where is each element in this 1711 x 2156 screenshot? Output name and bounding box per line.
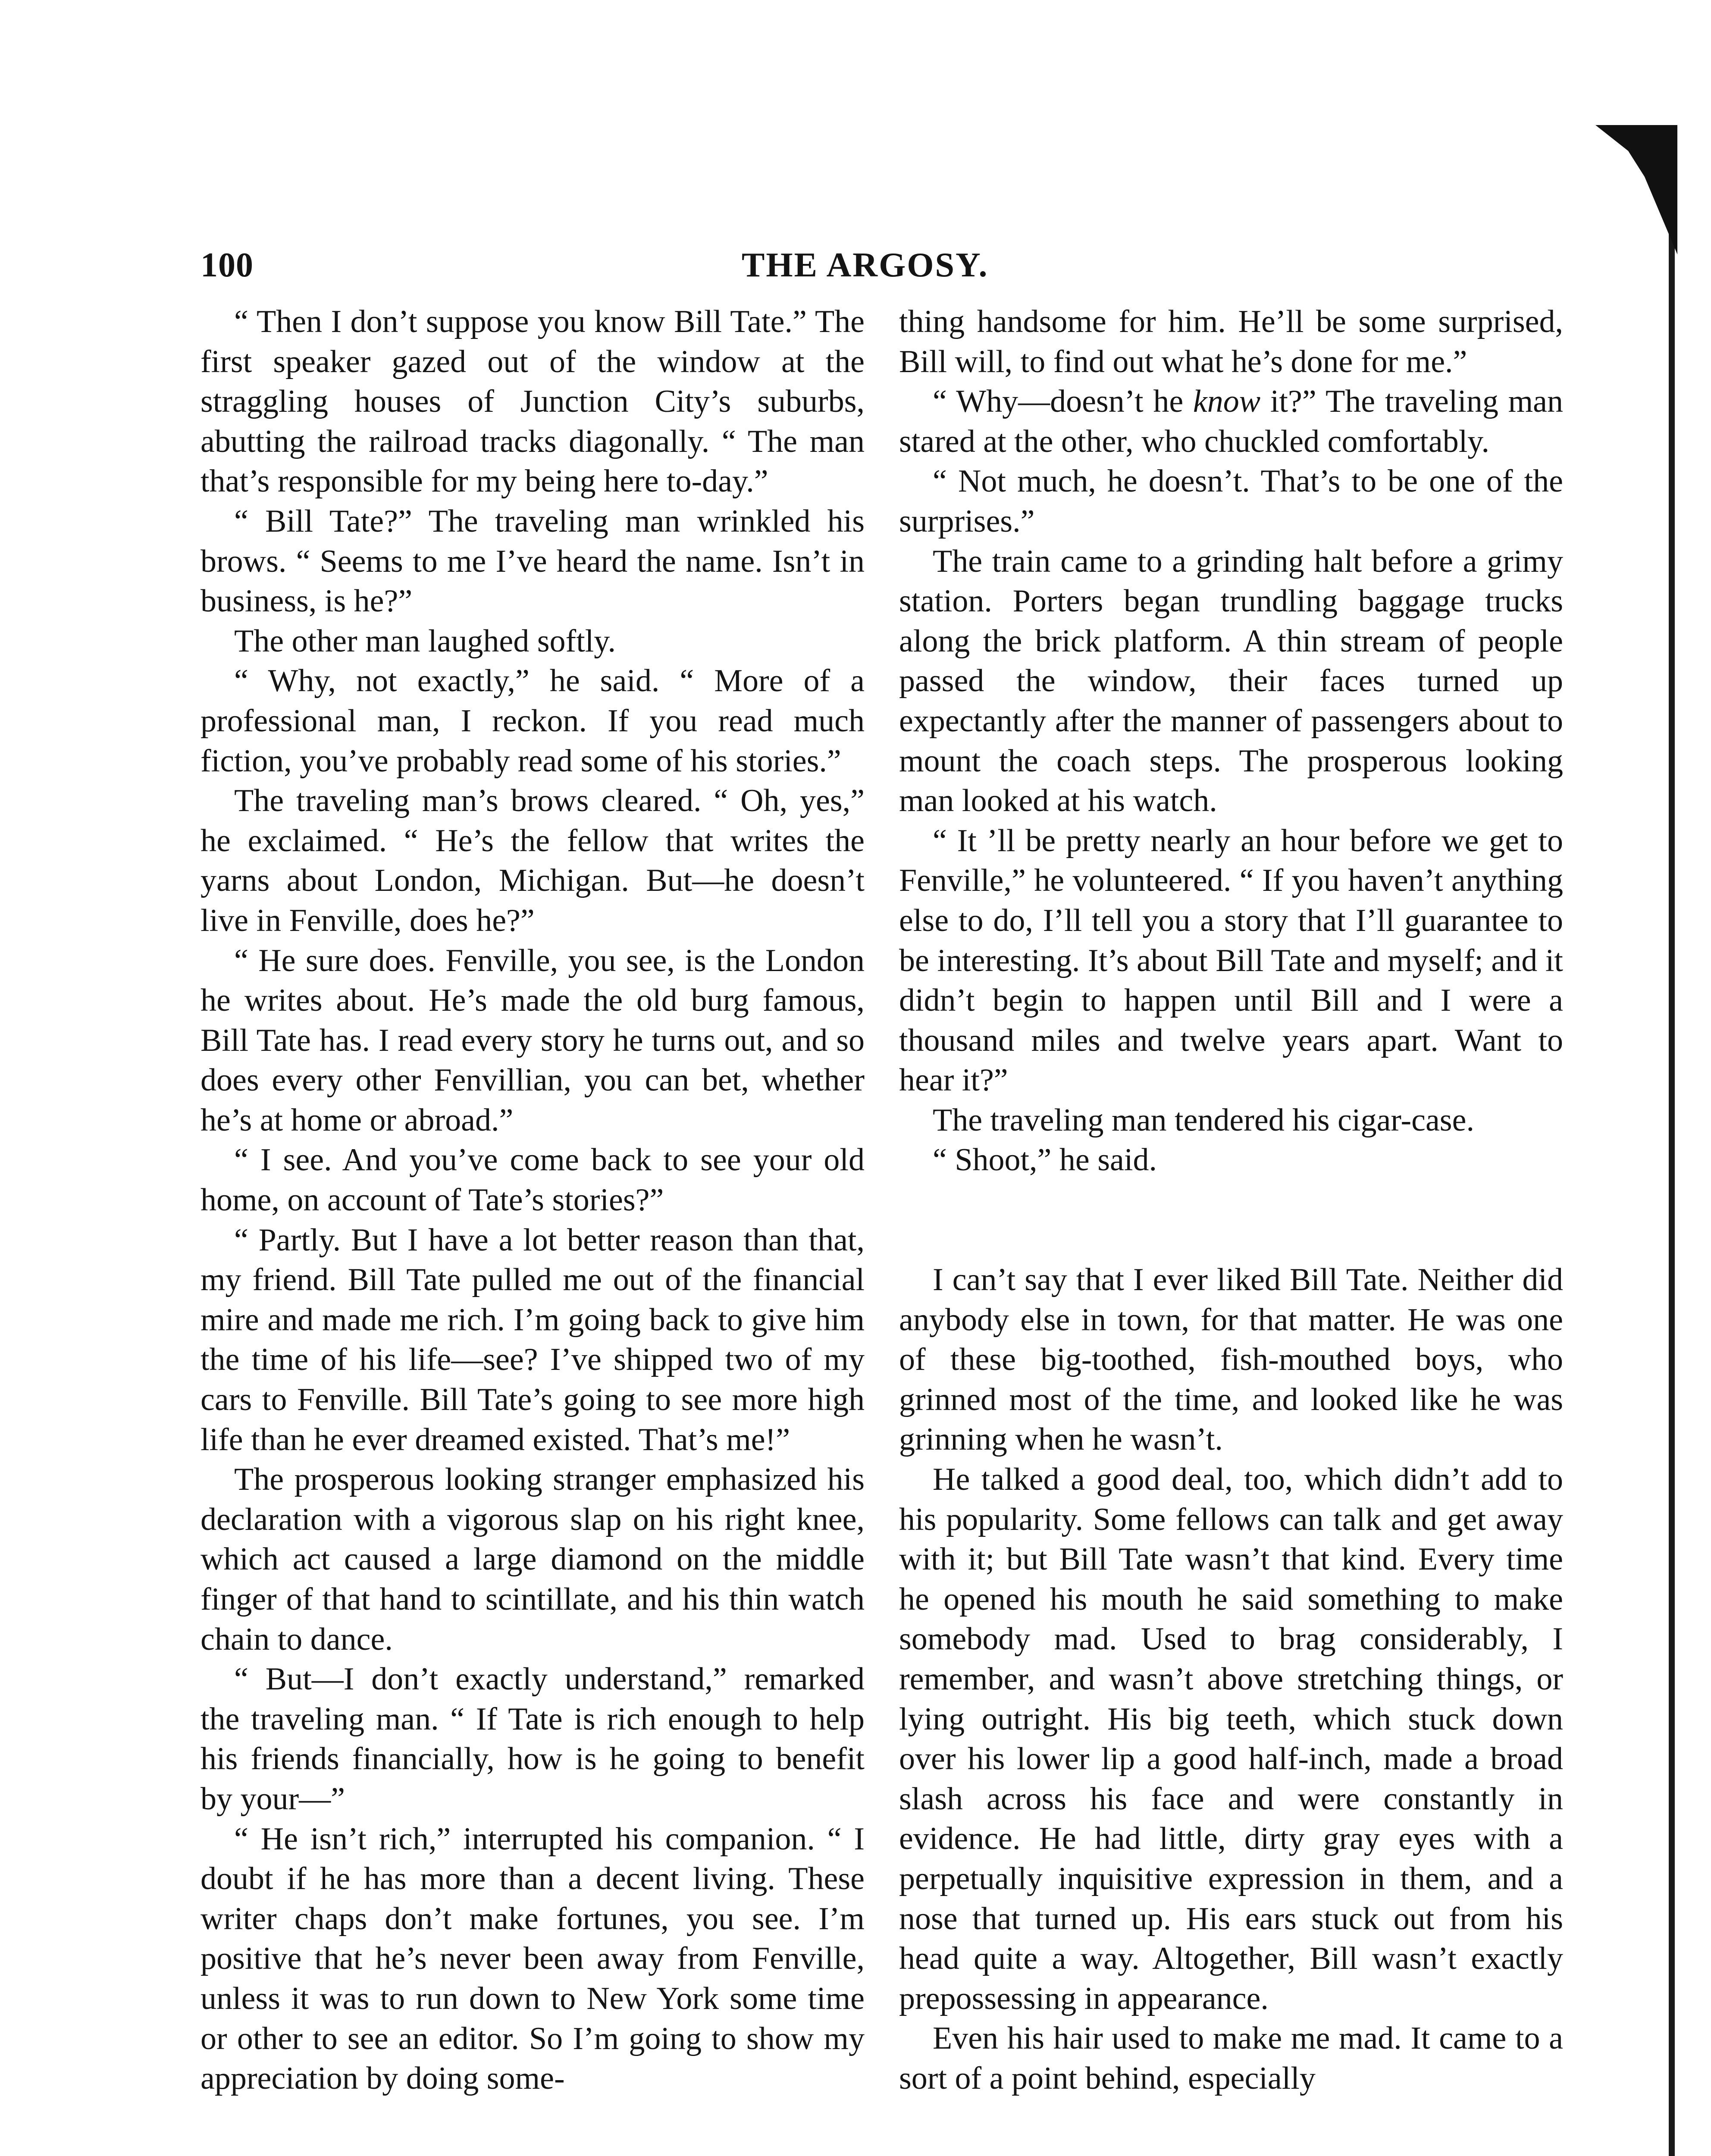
paragraph: He talked a good deal, too, which didn’t add to his popularity. Some fellows can talk and get away with it; but Bill Tate wasn’t that kind. Every time he opened his mouth he said something to make somebody mad. Used to brag considerably, I remember, and wasn’t above stretching things, or lying outright. His big teeth, which stuck down over his lower lip a good half-inch, made a broad slash across his face and were constantly in evidence. He had little, dirty gray eyes with a perpetually inquisitive expression in them, and a nose that turned up. His ears stuck out from his head quite a way. Altogether, Bill wasn’t exactly prepossessing in appearance. [899, 1462, 1563, 2016]
paragraph: “ But—I don’t exactly understand,” remarked the traveling man. “ If Tate is rich enough to help his friends financially, how is he going to benefit by your—” [201, 1661, 865, 1817]
paragraph-section-start: I can’t say that I ever liked Bill Tate. Neither did anybody else in town, for that matter. He was one of these big-toothed, fish-mouthed boys, who grinned most of the time, and looked like he was grinning when he wasn’t. [899, 1262, 1563, 1457]
left-column [201, 302, 865, 2099]
paragraph: “ Shoot,” he said. [933, 1142, 1157, 1178]
paragraph: The other man laughed softly. [234, 623, 616, 659]
paragraph: The traveling man tendered his cigar-case. [933, 1102, 1474, 1138]
paragraph-continued: thing handsome for him. He’ll be some surprised, Bill will, to find out what he’s done for me.” [899, 304, 1563, 379]
paragraph: “ Bill Tate?” The traveling man wrinkled his brows. “ Seems to me I’ve heard the name. Isn’t in business, is he?” [201, 503, 865, 619]
paragraph: The traveling man’s brows cleared. “ Oh, yes,” he exclaimed. “ He’s the fellow that writes the yarns about London, Michigan. But—he doesn’t live in Fenville, does he?” [201, 783, 865, 938]
paragraph: “ He isn’t rich,” interrupted his companion. “ I doubt if he has more than a decent living. These writer chaps don’t make fortunes, you see. I’m positive that he’s never been away from Fenville, unless it was to run down to New York some time or other to see an editor. So I’m going to show my appreciation by doing some- [201, 1821, 865, 2096]
paragraph: “ Partly. But I have a lot better reason than that, my friend. Bill Tate pulled me out of the financial mire and made me rich. I’m going back to give him the time of his life—see? I’ve shipped two of my cars to Fenville. Bill Tate’s going to see more high life than he ever dreamed existed. That’s me!” [201, 1222, 865, 1457]
paragraph: “ It ’ll be pretty nearly an hour before we get to Fenville,” he volunteered. “ If you haven’t anything else to do, I’ll tell you a story that I’ll guarantee to be interesting. It’s about Bill Tate and myself; and it didn’t begin to happen until Bill and I were a thousand miles and twelve years apart. Want to hear it?” [899, 823, 1563, 1098]
paragraph: Even his hair used to make me mad. It came to a sort of a point behind, especially [899, 2021, 1563, 2096]
page-corner-blot [1595, 125, 1677, 254]
emphasis: know [1193, 384, 1261, 420]
page-number: 100 [201, 246, 254, 284]
paragraph: “ Why—doesn’t he know it?” The traveling man stared at the other, who chuckled comfortably. [899, 384, 1563, 459]
paragraph: The prosperous looking stranger emphasized his declaration with a vigorous slap on his right knee, which act caused a large diamond on the middle finger of that hand to scintillate, and his thin watch chain to dance. [201, 1462, 865, 1657]
paragraph: “ Not much, he doesn’t. That’s to be one of the surprises.” [899, 464, 1563, 539]
scan-edge-line [1669, 125, 1675, 2156]
running-title: THE ARGOSY. [742, 246, 989, 284]
paragraph: “ He sure does. Fenville, you see, is the London he writes about. He’s made the old burg famous, Bill Tate has. I read every story he turns out, and so does every other Fenvillian, you can bet, whether he’s at home or abroad.” [201, 943, 865, 1138]
paragraph: The train came to a grinding halt before a grimy station. Porters began trundling baggage trucks along the brick platform. A thin stream of people passed the window, their faces turned up expectantly after the manner of passengers about to mount the coach steps. The prosperous looking man looked at his watch. [899, 543, 1563, 819]
right-column [899, 302, 1563, 2099]
paragraph: “ Then I don’t suppose you know Bill Tate.” The first speaker gazed out of the window at the straggling houses of Junction City’s suburbs, abutting the railroad tracks diagonally. “ The man that’s responsible for my being here to-day.” [201, 304, 865, 499]
paragraph: “ Why, not exactly,” he said. “ More of a professional man, I reckon. If you read much fiction, you’ve probably read some of his stories.” [201, 663, 865, 779]
paragraph: “ I see. And you’ve come back to see your old home, on account of Tate’s stories?” [201, 1142, 865, 1218]
